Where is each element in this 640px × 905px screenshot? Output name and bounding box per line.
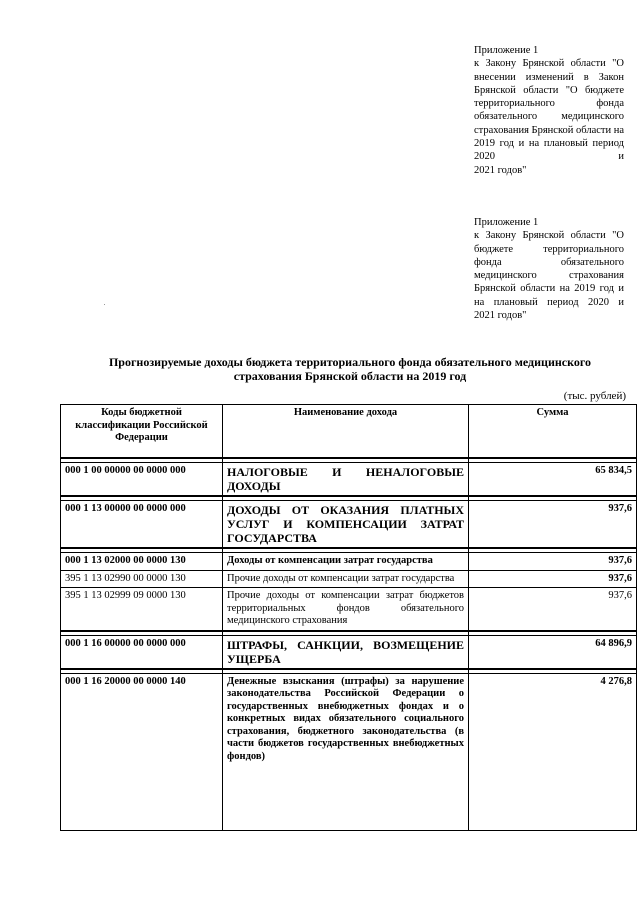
income-table [60, 404, 637, 831]
header-sum: Сумма [469, 405, 637, 459]
row-code: 000 1 00 00000 00 0000 000 [61, 463, 223, 497]
unit-label: (тыс. рублей) [563, 390, 626, 402]
row-sum: 937,6 [469, 501, 637, 549]
appendix-title: Приложение 1 [474, 217, 539, 228]
row-name: Денежные взыскания (штрафы) за нарушение законодательства Российской Федерации о государственных внебюджетных фондах и о конкретных видах обязательного социального страхования, бюджетного законодательства (в части бюджетов государственных внебюджетных фондов) [223, 673, 469, 830]
document-title-line-1: Прогнозируемые доходы бюджета территориального фонда обязательного медицинского [108, 355, 592, 369]
table-row [61, 673, 637, 830]
row-sum: 937,6 [469, 570, 637, 588]
row-sum: 937,6 [469, 553, 637, 571]
appendix-body: к Закону Брянской области "О внесении изменений в Закон Брянской области "О бюджете территориального фонда обязательного медицинского страхования Брянской области на 2019 год и на плановый период 2020 и [474, 58, 625, 163]
table-row [61, 463, 637, 497]
row-name: ДОХОДЫ ОТ ОКАЗАНИЯ ПЛАТНЫХ УСЛУГ И КОМПЕНСАЦИИ ЗАТРАТ ГОСУДАРСТВА [223, 501, 469, 549]
row-name: Прочие доходы от компенсации затрат государства [223, 570, 469, 588]
appendix-body-last-line: 2021 годов" [474, 164, 527, 176]
row-code: 395 1 13 02990 00 0000 130 [61, 570, 223, 588]
header-name: Наименование дохода [223, 405, 469, 459]
header-code: Коды бюджетной классификации Российской Федерации [61, 405, 223, 459]
table-header-row [61, 405, 637, 459]
appendix-body-last-line: 2021 годов" [474, 310, 527, 322]
table-row [61, 553, 637, 571]
row-code: 000 1 13 02000 00 0000 130 [61, 553, 223, 571]
row-name: НАЛОГОВЫЕ И НЕНАЛОГОВЫЕ ДОХОДЫ [223, 463, 469, 497]
document-title [70, 355, 630, 383]
appendix-body: к Закону Брянской области "О бюджете территориального фонда обязательного медицинского страхования Брянской области на 2019 год и на плановый период 2020 и [474, 230, 624, 308]
table-row [61, 570, 637, 588]
table-row [61, 501, 637, 549]
scan-speck [104, 304, 105, 305]
appendix-title: Приложение 1 [474, 45, 539, 56]
row-code: 000 1 16 20000 00 0000 140 [61, 673, 223, 830]
row-name: Доходы от компенсации затрат государства [223, 553, 469, 571]
row-name: ШТРАФЫ, САНКЦИИ, ВОЗМЕЩЕНИЕ УЩЕРБА [223, 635, 469, 669]
row-sum: 65 834,5 [469, 463, 637, 497]
row-code: 000 1 13 00000 00 0000 000 [61, 501, 223, 549]
row-sum: 937,6 [469, 588, 637, 631]
table-row [61, 635, 637, 669]
row-code: 395 1 13 02999 09 0000 130 [61, 588, 223, 631]
appendix-original-note [474, 216, 624, 322]
row-sum: 4 276,8 [469, 673, 637, 830]
row-name: Прочие доходы от компенсации затрат бюджетов территориальных фондов обязательного медицинского страхования [223, 588, 469, 631]
appendix-amendment-note [474, 44, 624, 177]
row-sum: 64 896,9 [469, 635, 637, 669]
row-code: 000 1 16 00000 00 0000 000 [61, 635, 223, 669]
document-title-line-2: страхования Брянской области на 2019 год [233, 369, 467, 383]
table-row [61, 588, 637, 631]
